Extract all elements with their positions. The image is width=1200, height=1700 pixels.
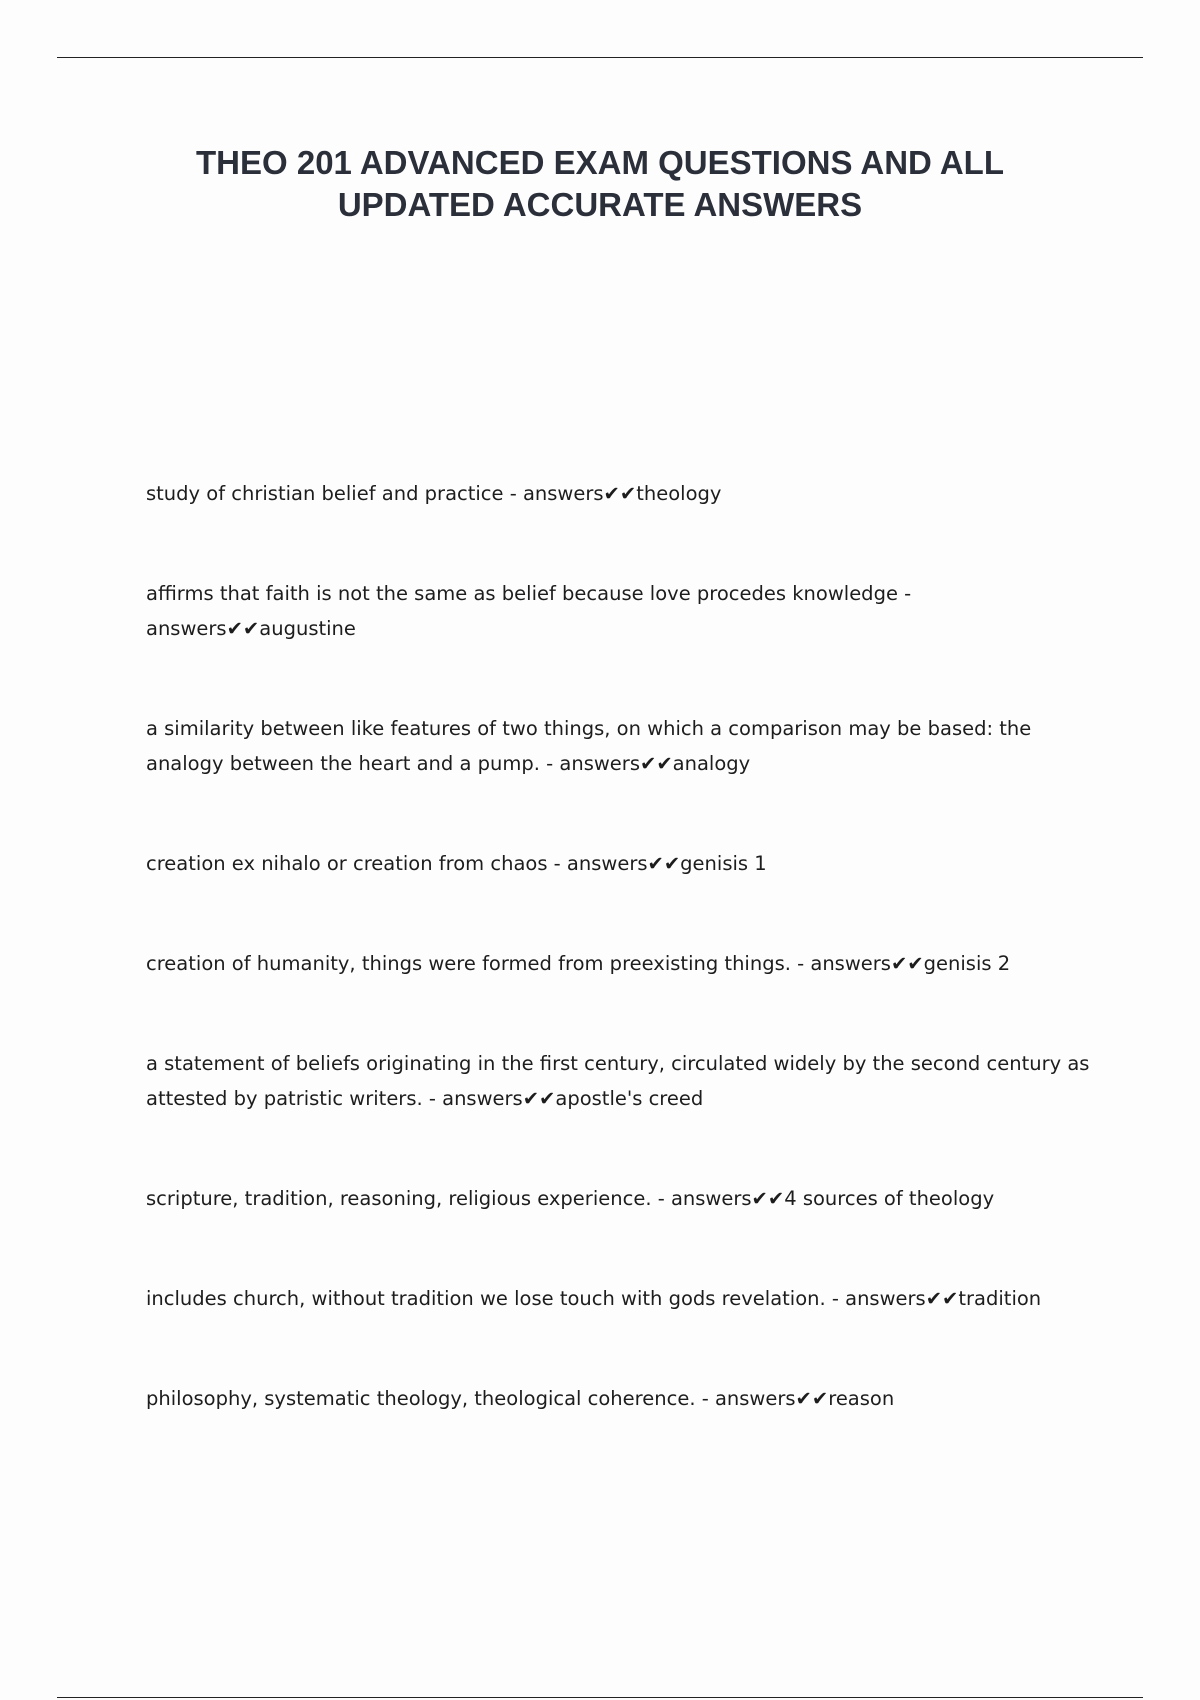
- qa-item: creation ex nihalo or creation from chaos - answers✔✔genisis 1: [146, 852, 767, 875]
- bottom-rule: [57, 1697, 1143, 1698]
- qa-item: study of christian belief and practice - answers✔✔theology: [146, 482, 722, 505]
- qa-item: a statement of beliefs originating in the first century, circulated widely by the second century as attested by patristic writers. - answers✔✔apostle's creed: [146, 1052, 1090, 1110]
- title-line-2: UPDATED ACCURATE ANSWERS: [337, 186, 863, 223]
- qa-list: [146, 476, 1096, 1481]
- top-rule: [57, 57, 1143, 58]
- qa-item: includes church, without tradition we lose touch with gods revelation. - answers✔✔tradition: [146, 1287, 1042, 1310]
- document-title: [100, 142, 1100, 226]
- qa-item: a similarity between like features of two things, on which a comparison may be based: the analogy between the heart and a pump. - answers✔✔analogy: [146, 717, 1032, 775]
- qa-item: affirms that faith is not the same as belief because love procedes knowledge - answers✔✔augustine: [146, 582, 912, 640]
- qa-item: creation of humanity, things were formed from preexisting things. - answers✔✔genisis 2: [146, 952, 1011, 975]
- title-line-1: THEO 201 ADVANCED EXAM QUESTIONS AND ALL: [196, 144, 1004, 181]
- qa-item: philosophy, systematic theology, theological coherence. - answers✔✔reason: [146, 1387, 895, 1410]
- qa-item: scripture, tradition, reasoning, religious experience. - answers✔✔4 sources of theology: [146, 1187, 995, 1210]
